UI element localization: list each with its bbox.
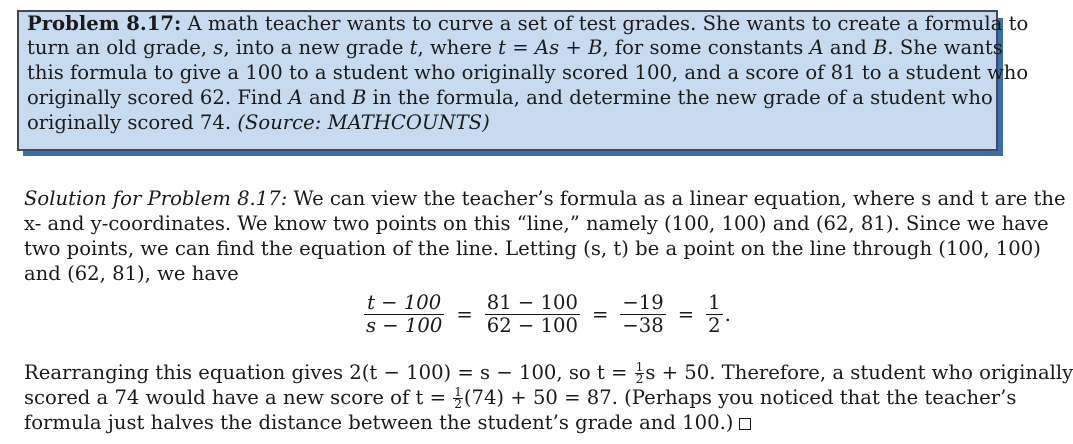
text: in the formula, and determine the new grade of a student who xyxy=(366,86,993,109)
problem-label: Problem 8.17: xyxy=(27,12,182,35)
text: originally scored 62. Find xyxy=(27,86,289,109)
denominator: 2 xyxy=(708,313,721,337)
problem-line-2 xyxy=(27,36,1003,60)
qed-box-icon xyxy=(739,418,751,430)
text: Rearranging this equation gives 2(t − 100) = s − 100, so t = xyxy=(24,361,634,384)
text: . She wants xyxy=(887,36,1003,59)
problem-line-3 xyxy=(27,61,1028,85)
denominator: 2 xyxy=(454,397,462,411)
text: , into a new grade xyxy=(223,36,410,59)
fraction-1 xyxy=(364,292,444,337)
problem-box-shadow-bottom xyxy=(23,151,1003,156)
denominator: 2 xyxy=(635,372,644,386)
fraction-half xyxy=(635,362,645,385)
text: (74) + 50 = 87. (Perhaps you noticed that the teacher’s xyxy=(463,386,1017,409)
fraction-3 xyxy=(620,292,665,337)
text: s + 50. Therefore, a student who originally xyxy=(645,361,1073,384)
problem-line-1 xyxy=(27,12,1028,36)
solution-line-6 xyxy=(24,386,1016,410)
math-A: A xyxy=(809,36,824,59)
solution-line-7 xyxy=(24,411,751,435)
math-A: A xyxy=(288,86,303,109)
text: We can view the teacher’s formula as a linear equation, where s and t are the xyxy=(287,187,1066,210)
display-equation xyxy=(362,289,731,339)
numerator: −19 xyxy=(622,290,664,314)
denominator: −38 xyxy=(622,313,664,337)
text: formula just halves the distance between the student’s grade and 100.) xyxy=(24,411,734,434)
solution-line-4: and (62, 81), we have xyxy=(24,262,239,285)
numerator: 1 xyxy=(708,290,721,314)
equals-sign: = xyxy=(591,302,609,326)
period: . xyxy=(724,302,731,326)
equals-sign: = xyxy=(677,302,695,326)
problem-text: A math teacher wants to curve a set of test grades. She wants to create a formula to xyxy=(187,12,1029,35)
math-s: s xyxy=(213,36,224,59)
math-formula: t = As + B xyxy=(498,36,603,59)
numerator: 81 − 100 xyxy=(486,290,578,314)
solution-line-2: x- and y-coordinates. We know two points on this “line,” namely (100, 100) and (62, 81). Since we have xyxy=(24,212,1049,235)
equals-sign: = xyxy=(456,302,473,326)
problem-line-4 xyxy=(27,86,993,110)
numerator: 1 xyxy=(635,360,644,374)
problem-source: (Source: MATHCOUNTS) xyxy=(237,111,490,134)
fraction-2 xyxy=(485,292,580,337)
text: and xyxy=(823,36,874,59)
text: turn an old grade, xyxy=(27,36,214,59)
numerator: 1 xyxy=(454,385,462,399)
problem-line-5 xyxy=(27,111,490,135)
denominator: 62 − 100 xyxy=(486,313,578,337)
solution-line-3: two points, we can find the equation of the line. Letting (s, t) be a point on the line through (100, 100) xyxy=(24,237,1041,260)
text: originally scored 74. xyxy=(27,111,238,134)
solution-line-1 xyxy=(24,187,1066,211)
math-B: B xyxy=(873,36,888,59)
denominator: s − 100 xyxy=(366,313,443,337)
numerator: t − 100 xyxy=(364,292,444,315)
text: , for some constants xyxy=(602,36,810,59)
solution-heading: Solution for Problem 8.17: xyxy=(24,187,288,210)
fraction-4 xyxy=(706,292,722,337)
math-t: t xyxy=(409,36,418,59)
text: and xyxy=(302,86,353,109)
math-B: B xyxy=(352,86,367,109)
text: this formula to give a 100 to a student who originally scored 100, and a score of 81 to a student who xyxy=(27,61,1029,84)
fraction-half xyxy=(453,387,463,410)
text: scored a 74 would have a new score of t = xyxy=(24,386,453,409)
solution-line-5 xyxy=(24,361,1073,385)
text: , where xyxy=(417,36,499,59)
